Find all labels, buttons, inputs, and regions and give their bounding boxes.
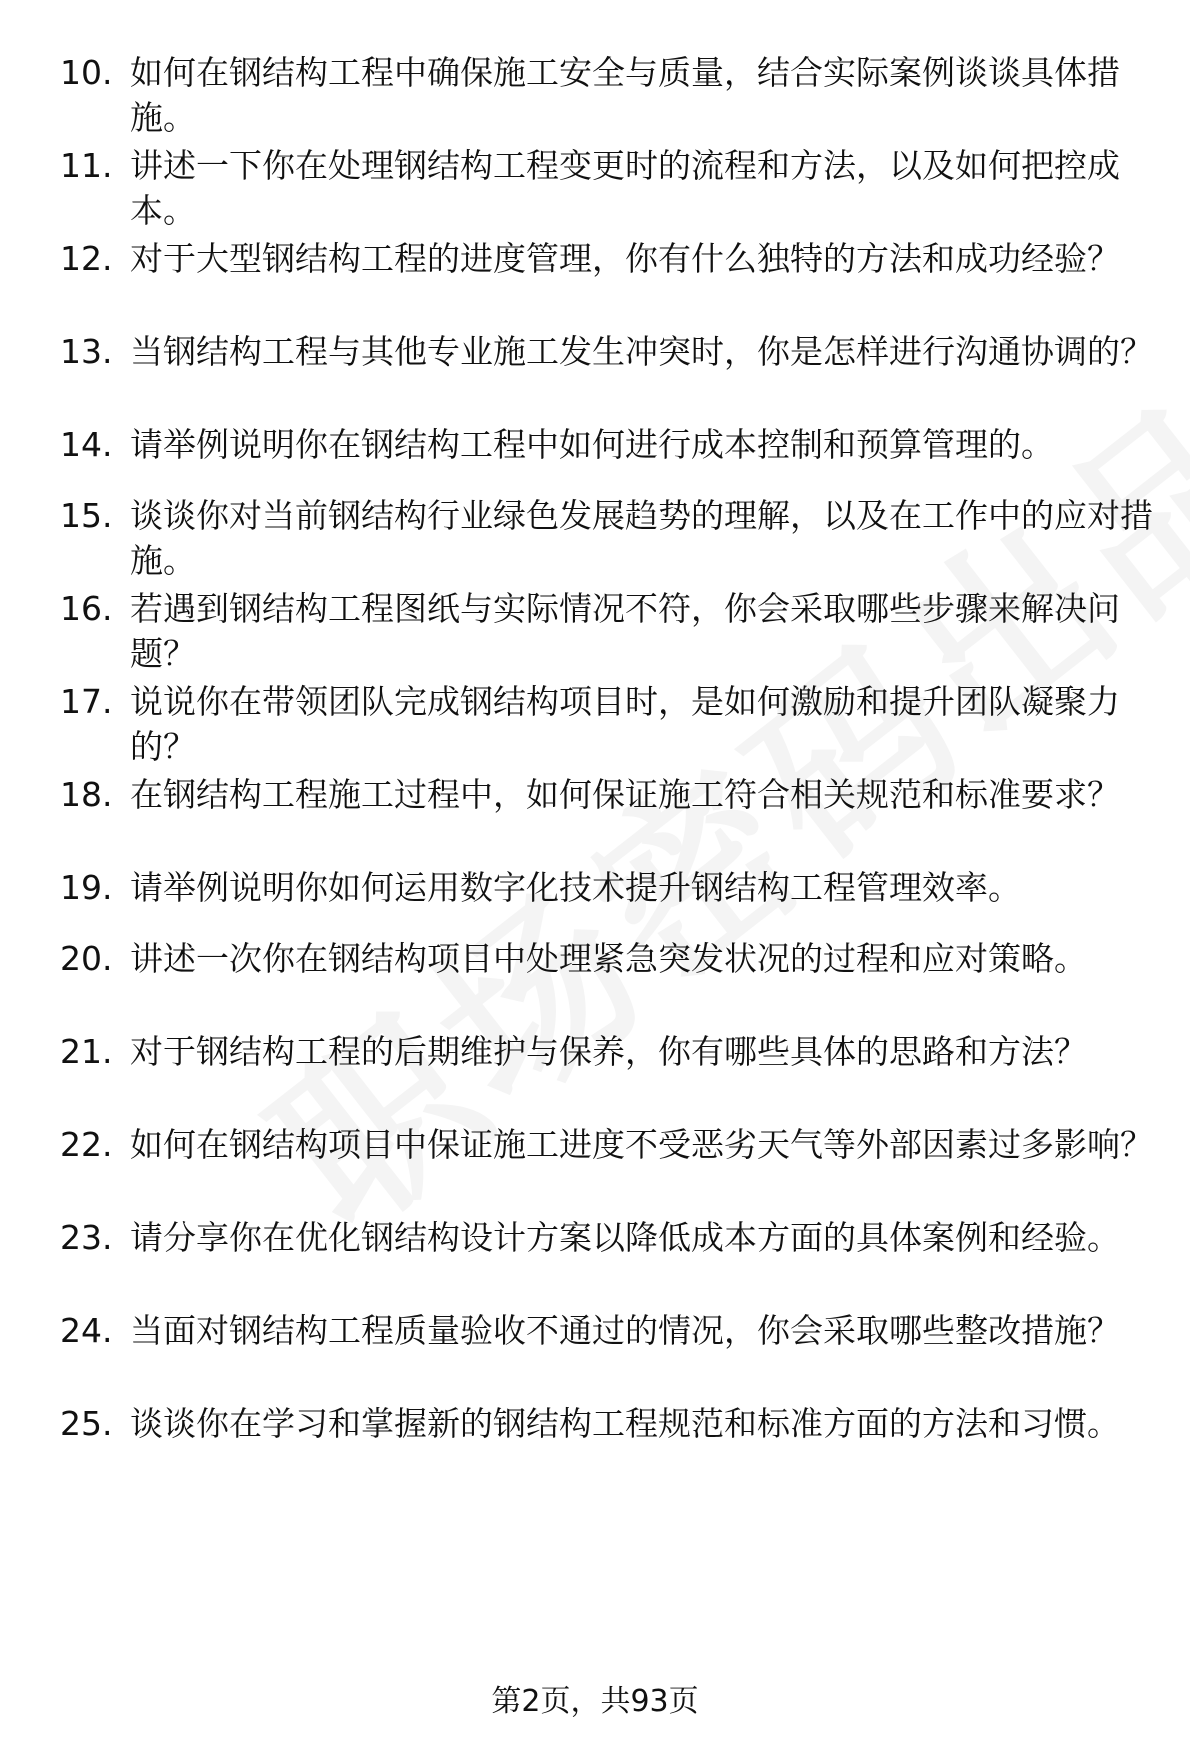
question-text: 讲述一次你在钢结构项目中处理紧急突发状况的过程和应对策略。 bbox=[130, 939, 1087, 978]
question-text: 说说你在带领团队完成钢结构项目时，是如何激励和提升团队凝聚力的？ bbox=[130, 682, 1120, 766]
question-number: 18. bbox=[60, 775, 113, 814]
question-text: 谈谈你对当前钢结构行业绿色发展趋势的理解，以及在工作中的应对措施。 bbox=[130, 496, 1153, 580]
question-number: 15. bbox=[60, 496, 113, 535]
question-text: 当钢结构工程与其他专业施工发生冲突时，你是怎样进行沟通协调的？ bbox=[130, 332, 1153, 371]
question-number: 23. bbox=[60, 1218, 113, 1257]
question-number: 21. bbox=[60, 1032, 113, 1071]
question-number: 24. bbox=[60, 1311, 113, 1350]
page-number: 第2页，共93页 bbox=[491, 1684, 699, 1719]
question-text: 如何在钢结构项目中保证施工进度不受恶劣天气等外部因素过多影响？ bbox=[130, 1125, 1153, 1164]
question-number: 11. bbox=[60, 146, 113, 185]
question-text: 请分享你在优化钢结构设计方案以降低成本方面的具体案例和经验。 bbox=[130, 1218, 1120, 1257]
question-text: 在钢结构工程施工过程中，如何保证施工符合相关规范和标准要求？ bbox=[130, 775, 1120, 814]
question-number: 13. bbox=[60, 332, 113, 371]
question-number: 20. bbox=[60, 939, 113, 978]
question-text: 对于大型钢结构工程的进度管理，你有什么独特的方法和成功经验？ bbox=[130, 239, 1120, 278]
question-text: 讲述一下你在处理钢结构工程变更时的流程和方法，以及如何把控成本。 bbox=[130, 146, 1120, 230]
question-text: 谈谈你在学习和掌握新的钢结构工程规范和标准方面的方法和习惯。 bbox=[130, 1404, 1120, 1443]
question-text: 请举例说明你如何运用数字化技术提升钢结构工程管理效率。 bbox=[130, 868, 1021, 907]
question-text: 请举例说明你在钢结构工程中如何进行成本控制和预算管理的。 bbox=[130, 425, 1054, 464]
question-text: 如何在钢结构工程中确保施工安全与质量，结合实际案例谈谈具体措施。 bbox=[130, 53, 1120, 137]
question-number: 12. bbox=[60, 239, 113, 278]
question-number: 19. bbox=[60, 868, 113, 907]
question-number: 25. bbox=[60, 1404, 113, 1443]
question-text: 当面对钢结构工程质量验收不通过的情况，你会采取哪些整改措施？ bbox=[130, 1311, 1120, 1350]
question-number: 16. bbox=[60, 589, 113, 628]
question-number: 17. bbox=[60, 682, 113, 721]
question-number: 10. bbox=[60, 53, 113, 92]
question-text: 对于钢结构工程的后期维护与保养，你有哪些具体的思路和方法？ bbox=[130, 1032, 1087, 1071]
question-number: 14. bbox=[60, 425, 113, 464]
question-number: 22. bbox=[60, 1125, 113, 1164]
question-text: 若遇到钢结构工程图纸与实际情况不符，你会采取哪些步骤来解决问题？ bbox=[130, 589, 1120, 673]
